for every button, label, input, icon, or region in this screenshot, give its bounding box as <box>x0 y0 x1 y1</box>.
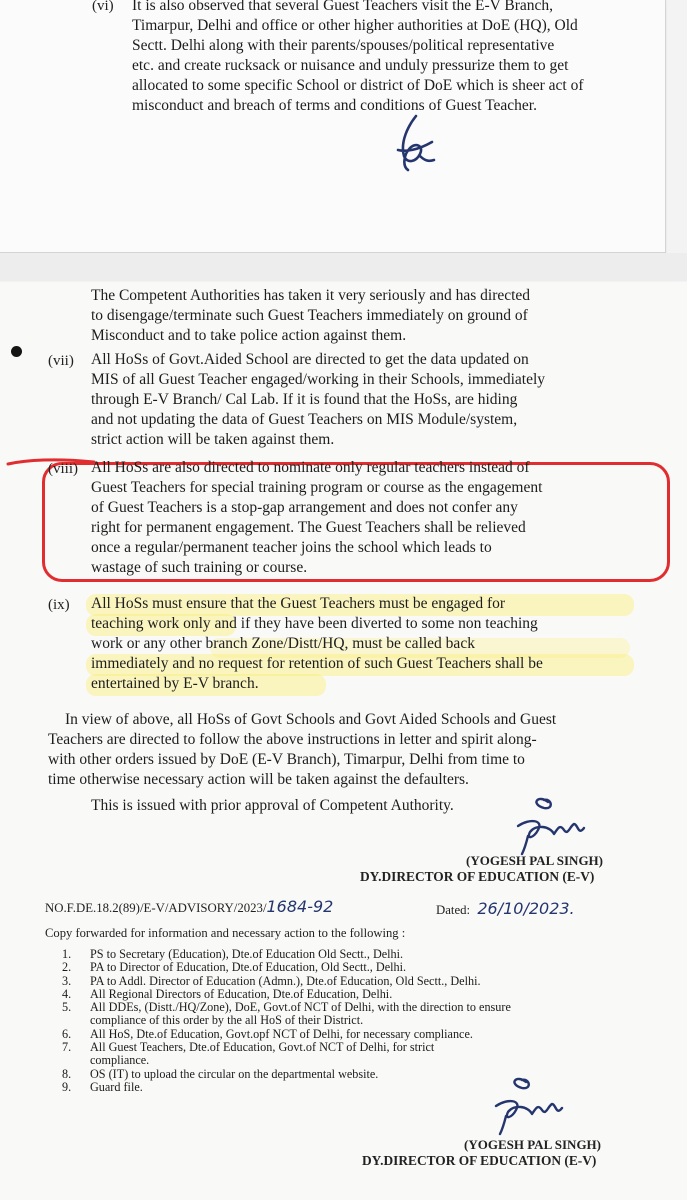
item-vii-line: All HoSs of Govt.Aided School are directed to get the data updated on <box>91 351 529 368</box>
document-page-main <box>0 282 687 1200</box>
item-viii-line: once a regular/permanent teacher joins the school which leads to <box>91 539 492 556</box>
item-vi-numeral: (vi) <box>92 0 114 14</box>
item-ix-line: All HoSs must ensure that the Guest Teachers must be engaged for <box>91 595 506 612</box>
signature-icon <box>508 790 592 862</box>
copy-list-item <box>62 961 632 974</box>
item-viii-line: of Guest Teachers is a stop-gap arrangement and does not confer any <box>91 499 518 516</box>
item-ix-line: entertained by E-V branch. <box>91 675 259 692</box>
bullet-marker-icon <box>11 346 22 357</box>
intro-line: The Competent Authorities has taken it very seriously and has directed <box>91 287 531 304</box>
item-viii-numeral: (viii) <box>48 461 78 477</box>
copy-list-line: All Guest Teachers, Dte.of Education, Govt.of NCT of Delhi, for strict <box>90 1040 435 1055</box>
item-viii-line: wastage of such training or course. <box>91 559 308 576</box>
copy-list-line: All HoS, Dte.of Education, Govt.opf NCT of Delhi, for necessary compliance. <box>90 1026 473 1041</box>
item-viii-line: All HoSs are also directed to nominate only regular teachers instead of <box>91 459 530 476</box>
closing-line: time otherwise necessary action will be taken against the defaulters. <box>48 771 469 788</box>
signatory-2-name: (YOGESH PAL SINGH) <box>464 1137 602 1152</box>
copy-list-line: compliance. <box>90 1053 150 1068</box>
item-vii-line: MIS of all Guest Teacher engaged/working in their Schools, immediately <box>91 371 546 388</box>
intro-line: to disengage/terminate such Guest Teachers immediately on ground of <box>91 307 528 324</box>
copy-heading: Copy forwarded for information and necessary action to the following : <box>45 926 406 940</box>
copy-list-line: All DDEs, (Distt./HQ/Zone), DoE, Govt.of NCT of Delhi, with the direction to ensure <box>90 1000 511 1015</box>
copy-list-number: 9. <box>62 1079 72 1094</box>
item-vi-line: allocated to some specific School or district of DoE which is sheer act of <box>132 77 584 94</box>
intro-line: Misconduct and to take police action against them. <box>91 327 407 344</box>
item-viii-line: Guest Teachers for special training program or course as the engagement <box>91 479 543 496</box>
closing-line: In view of above, all HoSs of Govt Schools and Govt Aided Schools and Guest <box>65 711 557 728</box>
copy-list-line: PA to Director of Education, Dte.of Education, Old Sectt., Delhi. <box>90 960 407 975</box>
signatory-designation: DY.DIRECTOR OF EDUCATION (E-V) <box>360 869 595 884</box>
page-gap <box>0 253 687 281</box>
copy-list-text <box>90 1041 632 1068</box>
copy-list-text <box>90 1001 632 1028</box>
copy-list-number: 7. <box>62 1040 72 1055</box>
approval-note: This is issued with prior approval of Competent Authority. <box>91 797 454 814</box>
reference-number-handwritten: 1684-92 <box>266 897 334 916</box>
initials-signature-icon <box>386 112 438 174</box>
document-page-top <box>0 0 666 253</box>
closing-line: with other orders issued by DoE (E-V Branch), Timarpur, Delhi from time to <box>48 751 525 768</box>
copy-list-text <box>90 948 632 961</box>
signature-icon <box>488 1072 568 1138</box>
item-ix-line: teaching work only and if they have been diverted to some non teaching <box>91 615 538 632</box>
copy-list-line: compliance of this order by the all HoS of their District. <box>90 1013 364 1028</box>
copy-list-item <box>62 948 632 961</box>
item-vi-line: Sectt. Delhi along with their parents/spouses/political representative <box>132 37 555 54</box>
closing-line: Teachers are directed to follow the above instructions in letter and spirit along- <box>48 731 537 748</box>
copy-list-item <box>62 988 632 1001</box>
red-pen-stroke-icon <box>6 450 96 470</box>
item-vii-line: and not updating the data of Guest Teachers on MIS Module/system, <box>91 411 518 428</box>
copy-list-number: 8. <box>62 1066 72 1081</box>
copy-list-item <box>62 1041 632 1068</box>
reference-number-printed: NO.F.DE.18.2(89)/E-V/ADVISORY/2023/ <box>45 901 267 915</box>
copy-list-item <box>62 1028 632 1041</box>
copy-list-text <box>90 975 632 988</box>
item-vi-line: misconduct and breach of terms and conditions of Guest Teacher. <box>132 97 537 114</box>
signatory-2-designation: DY.DIRECTOR OF EDUCATION (E-V) <box>362 1153 597 1168</box>
item-vii-line: strict action will be taken against them. <box>91 431 335 448</box>
copy-list-number: 5. <box>62 1000 72 1015</box>
copy-list-text <box>90 961 632 974</box>
item-ix-line: work or any other branch Zone/Distt/HQ, must be called back <box>91 635 475 652</box>
item-vii-line: through E-V Branch/ Cal Lab. If it is found that the HoSs, are hiding <box>91 391 518 408</box>
copy-list-text <box>90 1028 632 1041</box>
copy-list-number: 1. <box>62 947 72 961</box>
copy-list-number: 2. <box>62 960 72 975</box>
dated-field <box>436 899 575 918</box>
signatory-name: (YOGESH PAL SINGH) <box>466 853 604 868</box>
copy-list-text <box>90 988 632 1001</box>
copy-list-item <box>62 1001 632 1028</box>
copy-list-line: PS to Secretary (Education), Dte.of Education Old Sectt., Delhi. <box>90 947 404 961</box>
dated-value: 26/10/2023. <box>477 899 575 918</box>
item-viii-line: right for permanent engagement. The Guest Teachers shall be relieved <box>91 519 526 536</box>
copy-list-item <box>62 975 632 988</box>
copy-list-number: 4. <box>62 986 72 1001</box>
reference-number <box>45 897 334 916</box>
copy-list-line: All Regional Directors of Education, Dte.of Education, Delhi. <box>90 986 393 1001</box>
copy-list-line: OS (IT) to upload the circular on the departmental website. <box>90 1066 379 1081</box>
copy-list-number: 6. <box>62 1026 72 1041</box>
copy-list-line: PA to Addl. Director of Education (Admn.), Dte.of Education, Old Sectt., Delhi. <box>90 973 481 988</box>
dated-label: Dated: <box>436 903 471 917</box>
item-ix-line: immediately and no request for retention of such Guest Teachers shall be <box>91 655 543 672</box>
item-vi-line: etc. and create rucksack or nuisance and unduly pressurize them to get <box>132 57 569 74</box>
copy-list-number: 3. <box>62 973 72 988</box>
item-vi-line: It is also observed that several Guest Teachers visit the E-V Branch, <box>132 0 554 14</box>
copy-list-line: Guard file. <box>90 1079 143 1094</box>
item-vii-numeral: (vii) <box>48 353 74 369</box>
item-vi-line: Timarpur, Delhi and office or other higher authorities at DoE (HQ), Old <box>132 17 578 34</box>
item-ix-numeral: (ix) <box>48 597 70 613</box>
